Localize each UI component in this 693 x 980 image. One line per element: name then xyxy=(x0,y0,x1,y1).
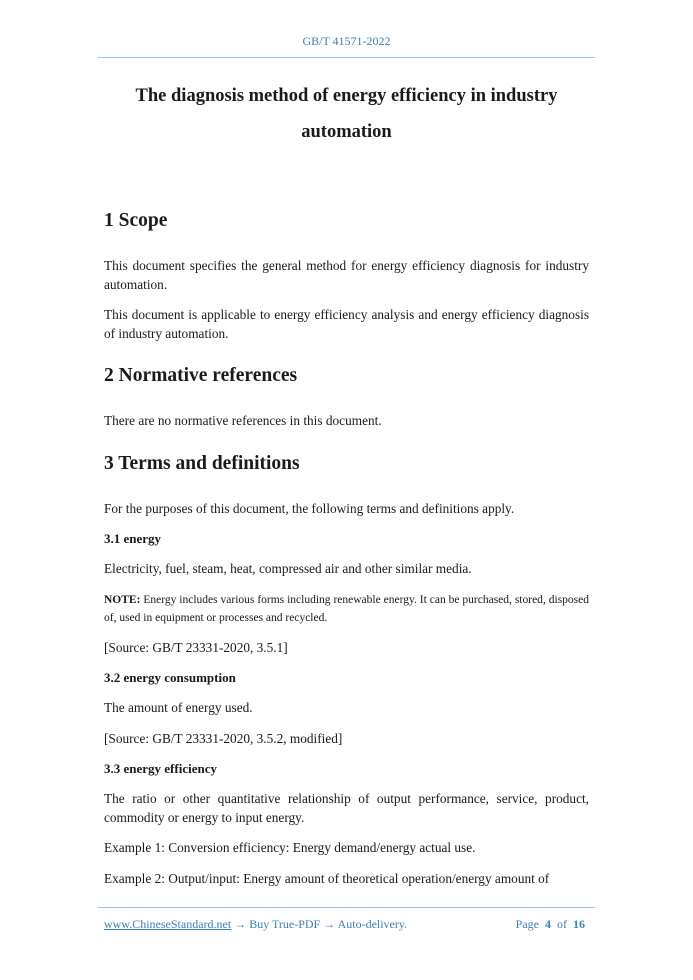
terms-intro: For the purposes of this document, the following terms and definitions apply. xyxy=(104,500,515,516)
term-3-2-definition: The amount of energy used. xyxy=(104,700,253,715)
page-indicator xyxy=(516,917,585,932)
footer-divider xyxy=(98,907,595,908)
section-normative-heading: 2 Normative references xyxy=(104,365,298,386)
term-3-1-title: 3.1 energy xyxy=(104,531,162,546)
term-3-3-example-1: Example 1: Conversion efficiency: Energy demand/energy actual use. xyxy=(104,840,476,855)
term-3-2-source: [Source: GB/T 23331-2020, 3.5.2, modified] xyxy=(104,730,343,746)
term-3-1-source: [Source: GB/T 23331-2020, 3.5.1] xyxy=(104,639,288,655)
scope-paragraph-2: This document is applicable to energy efficiency analysis and energy efficiency diagnosis of industry automation. xyxy=(104,307,589,341)
running-header: GB/T 41571-2022 xyxy=(302,34,391,48)
title-line-2: automation xyxy=(301,122,392,142)
header-divider xyxy=(98,57,595,58)
term-3-2-title: 3.2 energy consumption xyxy=(104,670,236,685)
section-scope-heading: 1 Scope xyxy=(104,210,168,231)
footer-promo-text: → Buy True-PDF → Auto-delivery. xyxy=(231,917,408,931)
of-label: of xyxy=(557,917,567,931)
footer-promo xyxy=(104,917,407,932)
title-line-1: The diagnosis method of energy efficiency in industry xyxy=(135,86,558,106)
scope-paragraph-1: This document specifies the general method for energy efficiency diagnosis for industry automation. xyxy=(104,258,589,292)
page-number: 4 xyxy=(545,917,551,931)
term-3-3-title: 3.3 energy efficiency xyxy=(104,761,217,776)
term-3-1-definition: Electricity, fuel, steam, heat, compressed air and other similar media. xyxy=(104,561,472,576)
document-body xyxy=(104,78,589,900)
section-terms-heading: 3 Terms and definitions xyxy=(104,452,300,474)
note-label: NOTE: xyxy=(104,593,141,606)
website-link[interactable]: www.ChineseStandard.net xyxy=(104,917,232,931)
document-title xyxy=(104,78,589,150)
term-3-3-example-2: Example 2: Output/input: Energy amount of theoretical operation/energy amount of xyxy=(104,870,550,886)
term-3-3-definition: The ratio or other quantitative relationship of output performance, service, product, commodity or energy to input energy. xyxy=(104,791,589,825)
note-text: Energy includes various forms including renewable energy. It can be purchased, stored, disposed of, used in equipment or processes and recycled. xyxy=(104,593,589,624)
page-label: Page xyxy=(515,917,539,931)
normative-paragraph: There are no normative references in this document. xyxy=(104,413,382,428)
page-total: 16 xyxy=(573,917,585,931)
term-3-1-note xyxy=(104,591,589,627)
